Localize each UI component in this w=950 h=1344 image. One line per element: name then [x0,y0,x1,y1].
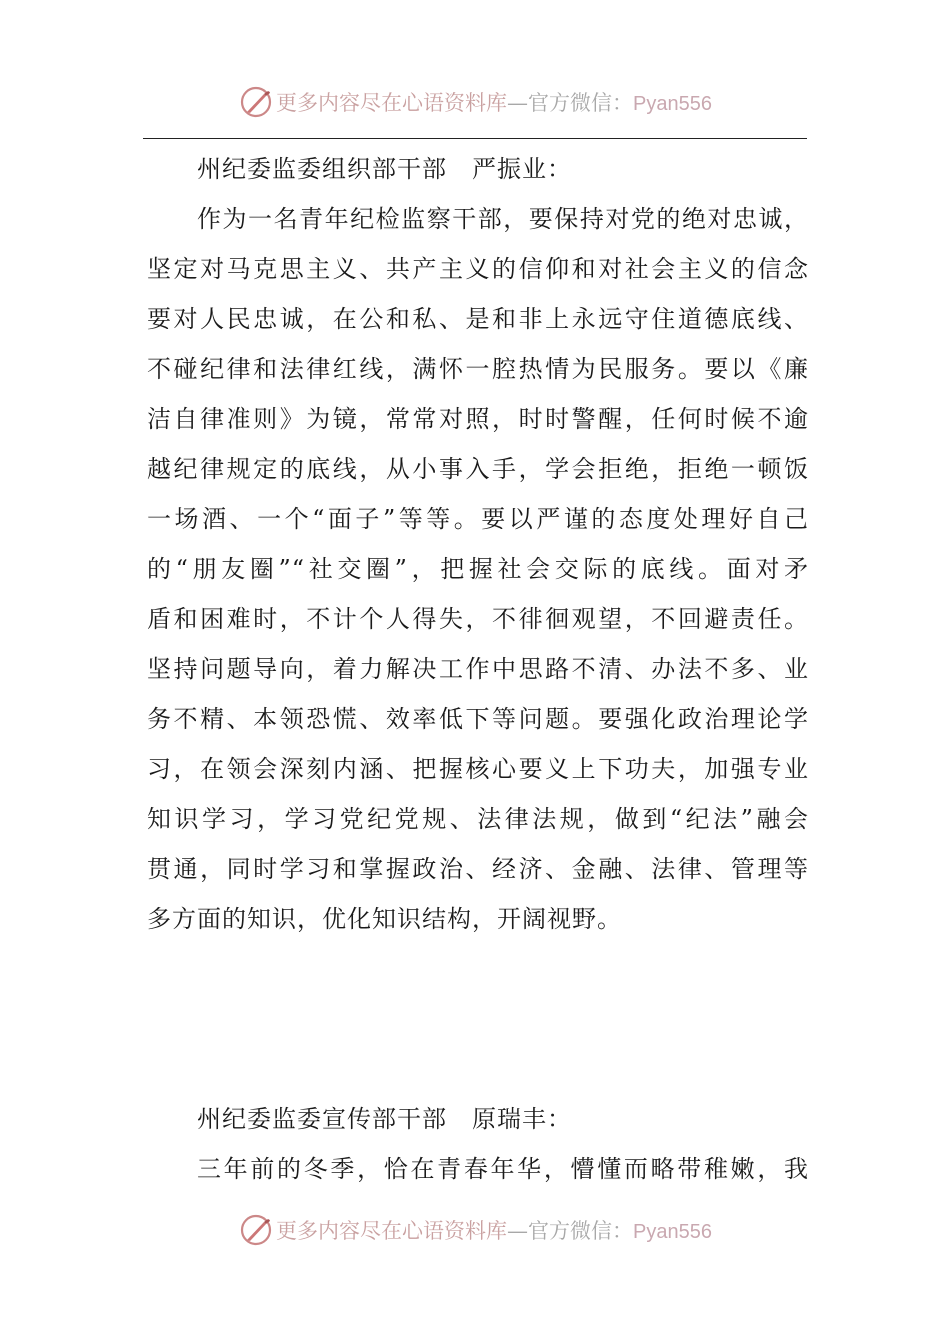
watermark-main: 更多内容尽在心语资料库 [276,1219,508,1243]
watermark-dash: — [507,91,529,115]
watermark-banner-bottom [0,1210,950,1250]
section1-heading: 州纪委监委组织部干部 严振业： [197,155,572,183]
paragraph-line: 习，在领会深刻内涵、把握核心要义上下功夫，加强专业 [147,755,809,783]
quill-logo-icon [238,84,274,120]
watermark-wechat-id: Pyan556 [633,1221,712,1243]
paragraph-line: 坚定对马克思主义、共产主义的信仰和对社会主义的信念 [147,255,809,283]
header-rule [143,138,807,139]
paragraph-line: 贯通，同时学习和掌握政治、经济、金融、法律、管理等 [147,855,809,883]
paragraph-line: 知识学习，学习党纪党规、法律法规，做到“纪法”融会 [147,805,809,833]
paragraph-line: 作为一名青年纪检监察干部，要保持对党的绝对忠诚， [197,205,809,233]
section-gap [147,944,809,1094]
document-body [147,144,809,1194]
section2-heading: 州纪委监委宣传部干部 原瑞丰： [197,1105,572,1133]
quill-logo-icon [238,1212,274,1248]
watermark-main: 更多内容尽在心语资料库 [276,91,508,115]
paragraph-line: 越纪律规定的底线，从小事入手，学会拒绝，拒绝一顿饭 [147,455,809,483]
paragraph-line-last: 多方面的知识，优化知识结构，开阔视野。 [147,905,622,933]
watermark-dash: — [507,1219,529,1243]
watermark-text [276,87,712,117]
paragraph-line: 务不精、本领恐慌、效率低下等问题。要强化政治理论学 [147,705,809,733]
paragraph-line: 一场酒、一个“面子”等等。要以严谨的态度处理好自己 [147,505,809,533]
watermark-wechat-label: 官方微信： [528,1219,634,1243]
paragraph-line: 不碰纪律和法律红线，满怀一腔热情为民服务。要以《廉 [147,355,809,383]
paragraph-line: 三年前的冬季，恰在青春年华，懵懂而略带稚嫩，我 [197,1155,809,1183]
watermark-text [276,1215,712,1245]
watermark-wechat-label: 官方微信： [528,91,634,115]
paragraph-line: 洁自律准则》为镜，常常对照，时时警醒，任何时候不逾 [147,405,809,433]
paragraph-line: 坚持问题导向，着力解决工作中思路不清、办法不多、业 [147,655,809,683]
paragraph-line: 要对人民忠诚，在公和私、是和非上永远守住道德底线、 [147,305,809,333]
watermark-wechat-id: Pyan556 [633,93,712,115]
watermark-banner-top [0,82,950,122]
paragraph-line: 盾和困难时，不计个人得失，不徘徊观望，不回避责任。 [147,605,809,633]
paragraph-line: 的“朋友圈”“社交圈”，把握社会交际的底线。面对矛 [147,555,809,583]
